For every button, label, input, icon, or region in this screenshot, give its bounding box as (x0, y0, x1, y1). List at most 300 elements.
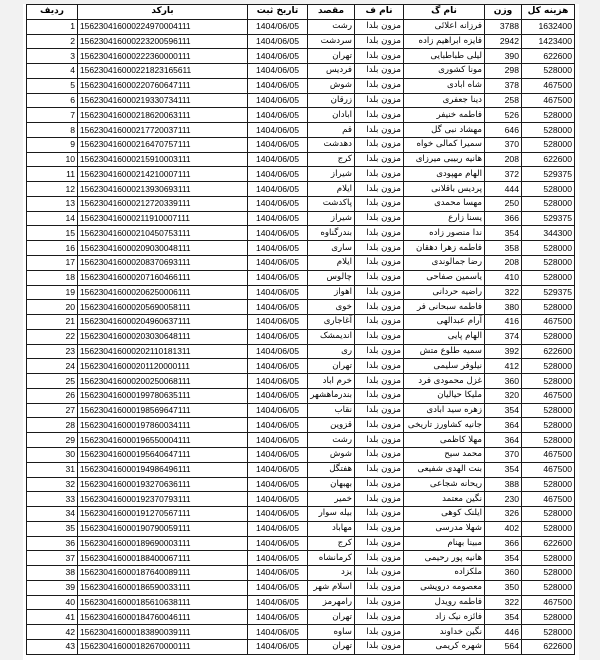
recipient-cell: رضا جمالوندی (404, 256, 485, 271)
recipient-cell: فرزانه اعلائی (404, 19, 485, 34)
row-number-cell: 16 (27, 241, 78, 256)
recipient-cell: پردیس باقلانی (404, 182, 485, 197)
destination-cell: فردیس (308, 64, 355, 79)
destination-cell: خرم اباد (308, 374, 355, 389)
recipient-cell: ایلنک کوهی (404, 507, 485, 522)
recipient-cell: مهشاد نبی گل (404, 123, 485, 138)
cost-cell: 467500 (522, 447, 575, 462)
destination-cell: پاکدشت (308, 196, 355, 211)
barcode-cell: 156230416000208370693111 (78, 256, 248, 271)
table-row (27, 344, 575, 359)
row-number-cell: 28 (27, 418, 78, 433)
table-row (27, 300, 575, 315)
sender-cell: مزون بلدا (355, 19, 404, 34)
barcode-cell: 156230416000201120000111 (78, 359, 248, 374)
cost-cell: 622600 (522, 49, 575, 64)
weight-cell: 526 (485, 108, 522, 123)
date-cell: 1404/06/05 (248, 610, 308, 625)
table-row (27, 123, 575, 138)
date-cell: 1404/06/05 (248, 315, 308, 330)
barcode-cell: 156230416000187640089111 (78, 566, 248, 581)
destination-cell: شوش (308, 78, 355, 93)
barcode-cell: 156230416000210450753111 (78, 226, 248, 241)
date-cell: 1404/06/05 (248, 374, 308, 389)
barcode-cell: 156230416000191270567111 (78, 507, 248, 522)
barcode-cell: 156230416000196550004111 (78, 433, 248, 448)
barcode-cell: 156230416000194986496111 (78, 462, 248, 477)
cost-cell: 528000 (522, 64, 575, 79)
barcode-cell: 156230416000183890039111 (78, 625, 248, 640)
barcode-cell: 156230416000200250068111 (78, 374, 248, 389)
destination-cell: بندرماهشهر (308, 388, 355, 403)
weight-cell: 364 (485, 433, 522, 448)
cost-cell: 528000 (522, 108, 575, 123)
sender-cell: مزون بلدا (355, 49, 404, 64)
sender-cell: مزون بلدا (355, 196, 404, 211)
row-number-cell: 24 (27, 359, 78, 374)
destination-cell: اندیمشک (308, 329, 355, 344)
destination-cell: بیله سوار (308, 507, 355, 522)
date-cell: 1404/06/05 (248, 108, 308, 123)
date-cell: 1404/06/05 (248, 462, 308, 477)
sender-cell: مزون بلدا (355, 300, 404, 315)
weight-cell: 350 (485, 580, 522, 595)
recipient-cell: مبینا بهنام (404, 536, 485, 551)
cost-cell: 528000 (522, 359, 575, 374)
recipient-cell: فایزه ابراهیم زاده (404, 34, 485, 49)
row-number-cell: 38 (27, 566, 78, 581)
barcode-cell: 156230416000198569647111 (78, 403, 248, 418)
table-row (27, 507, 575, 522)
barcode-cell: 156230416000223200596111 (78, 34, 248, 49)
barcode-cell: 156230416000182670000111 (78, 639, 248, 654)
date-cell: 1404/06/05 (248, 344, 308, 359)
sender-cell: مزون بلدا (355, 418, 404, 433)
row-number-cell: 7 (27, 108, 78, 123)
cost-cell: 467500 (522, 492, 575, 507)
destination-cell: قم (308, 123, 355, 138)
table-row (27, 64, 575, 79)
recipient-cell: آرام عبدالهی (404, 315, 485, 330)
sender-cell: مزون بلدا (355, 477, 404, 492)
recipient-cell: ملکزاده (404, 566, 485, 581)
table-row (27, 196, 575, 211)
date-cell: 1404/06/05 (248, 359, 308, 374)
barcode-cell: 156230416000220760647111 (78, 78, 248, 93)
table-row (27, 447, 575, 462)
row-number-cell: 22 (27, 329, 78, 344)
row-number-cell: 5 (27, 78, 78, 93)
recipient-cell: شهلا مدرسی (404, 521, 485, 536)
row-number-cell: 34 (27, 507, 78, 522)
row-number-cell: 29 (27, 433, 78, 448)
recipient-cell: نیلوفر سلیمی (404, 359, 485, 374)
sender-cell: مزون بلدا (355, 78, 404, 93)
barcode-cell: 156230416000214210007111 (78, 167, 248, 182)
recipient-cell: سمیه طلوع متش (404, 344, 485, 359)
cost-cell: 528000 (522, 566, 575, 581)
date-cell: 1404/06/05 (248, 34, 308, 49)
row-number-cell: 33 (27, 492, 78, 507)
barcode-cell: 156230416000186590033111 (78, 580, 248, 595)
row-number-cell: 10 (27, 152, 78, 167)
weight-cell: 2942 (485, 34, 522, 49)
cost-cell: 529375 (522, 167, 575, 182)
table-row (27, 551, 575, 566)
cost-cell: 528000 (522, 507, 575, 522)
cost-cell: 528000 (522, 403, 575, 418)
cost-cell: 1423400 (522, 34, 575, 49)
row-number-cell: 6 (27, 93, 78, 108)
barcode-cell: 156230416000212720339111 (78, 196, 248, 211)
barcode-cell: 156230416000195640647111 (78, 447, 248, 462)
cost-cell: 528000 (522, 477, 575, 492)
sender-cell: مزون بلدا (355, 374, 404, 389)
weight-cell: 208 (485, 256, 522, 271)
recipient-cell: راضیه حردانی (404, 285, 485, 300)
row-number-cell: 43 (27, 639, 78, 654)
cost-cell: 622600 (522, 152, 575, 167)
header-recipient: نام گ (404, 5, 485, 20)
cost-cell: 528000 (522, 521, 575, 536)
recipient-cell: ریحانه شجاعی (404, 477, 485, 492)
barcode-cell: 156230416000189690003111 (78, 536, 248, 551)
destination-cell: ایلام (308, 182, 355, 197)
barcode-cell: 156230416000221823165611 (78, 64, 248, 79)
header-date: تاریخ ثبت (248, 5, 308, 20)
sender-cell: مزون بلدا (355, 152, 404, 167)
date-cell: 1404/06/05 (248, 433, 308, 448)
table-row (27, 108, 575, 123)
date-cell: 1404/06/05 (248, 226, 308, 241)
destination-cell: شیراز (308, 211, 355, 226)
barcode-cell: 156230416000213930693111 (78, 182, 248, 197)
recipient-cell: لیلی طباطبایی (404, 49, 485, 64)
table-row (27, 137, 575, 152)
weight-cell: 354 (485, 462, 522, 477)
barcode-cell: 156230416000222360000111 (78, 49, 248, 64)
weight-cell: 322 (485, 285, 522, 300)
date-cell: 1404/06/05 (248, 152, 308, 167)
header-destination: مقصد (308, 5, 355, 20)
table-row (27, 536, 575, 551)
destination-cell: رامهرمز (308, 595, 355, 610)
weight-cell: 360 (485, 566, 522, 581)
destination-cell: تهران (308, 359, 355, 374)
cost-cell: 528000 (522, 241, 575, 256)
recipient-cell: مهسا محمدی (404, 196, 485, 211)
table-row (27, 315, 575, 330)
weight-cell: 390 (485, 49, 522, 64)
sender-cell: مزون بلدا (355, 536, 404, 551)
table-body (27, 19, 575, 654)
sender-cell: مزون بلدا (355, 462, 404, 477)
cost-cell: 528000 (522, 196, 575, 211)
sender-cell: مزون بلدا (355, 256, 404, 271)
weight-cell: 410 (485, 270, 522, 285)
date-cell: 1404/06/05 (248, 78, 308, 93)
weight-cell: 208 (485, 152, 522, 167)
table-row (27, 388, 575, 403)
row-number-cell: 13 (27, 196, 78, 211)
destination-cell: تهران (308, 49, 355, 64)
row-number-cell: 40 (27, 595, 78, 610)
cost-cell: 529375 (522, 285, 575, 300)
table-row (27, 492, 575, 507)
cost-cell: 528000 (522, 433, 575, 448)
sender-cell: مزون بلدا (355, 137, 404, 152)
weight-cell: 354 (485, 610, 522, 625)
cost-cell: 467500 (522, 315, 575, 330)
barcode-cell: 156230416000209030048111 (78, 241, 248, 256)
destination-cell: سردشت (308, 34, 355, 49)
table-row (27, 285, 575, 300)
sender-cell: مزون بلدا (355, 285, 404, 300)
table-row (27, 639, 575, 654)
recipient-cell: زهره سید ابادی (404, 403, 485, 418)
date-cell: 1404/06/05 (248, 551, 308, 566)
row-number-cell: 4 (27, 64, 78, 79)
sender-cell: مزون بلدا (355, 108, 404, 123)
weight-cell: 298 (485, 64, 522, 79)
date-cell: 1404/06/05 (248, 93, 308, 108)
weight-cell: 374 (485, 329, 522, 344)
weight-cell: 378 (485, 78, 522, 93)
barcode-cell: 156230416000202110181311 (78, 344, 248, 359)
table-row (27, 182, 575, 197)
destination-cell: چالوس (308, 270, 355, 285)
date-cell: 1404/06/05 (248, 270, 308, 285)
sender-cell: مزون بلدا (355, 625, 404, 640)
recipient-cell: دینا جعفری (404, 93, 485, 108)
destination-cell: خوی (308, 300, 355, 315)
row-number-cell: 20 (27, 300, 78, 315)
header-sender: نام ف (355, 5, 404, 20)
recipient-cell: هانیه ربیبی میرزای (404, 152, 485, 167)
row-number-cell: 37 (27, 551, 78, 566)
weight-cell: 388 (485, 477, 522, 492)
table-row (27, 403, 575, 418)
table-row (27, 152, 575, 167)
destination-cell: خمیر (308, 492, 355, 507)
sender-cell: مزون بلدا (355, 211, 404, 226)
weight-cell: 364 (485, 418, 522, 433)
row-number-cell: 42 (27, 625, 78, 640)
row-number-cell: 3 (27, 49, 78, 64)
barcode-cell: 156230416000207160466111 (78, 270, 248, 285)
sender-cell: مزون بلدا (355, 388, 404, 403)
sender-cell: مزون بلدا (355, 403, 404, 418)
barcode-cell: 156230416000199780635111 (78, 388, 248, 403)
destination-cell: کرج (308, 536, 355, 551)
weight-cell: 646 (485, 123, 522, 138)
row-number-cell: 17 (27, 256, 78, 271)
table-row (27, 211, 575, 226)
recipient-cell: یاسمین صفاحی (404, 270, 485, 285)
destination-cell: ایلام (308, 256, 355, 271)
table-row (27, 270, 575, 285)
weight-cell: 354 (485, 403, 522, 418)
cost-cell: 1632400 (522, 19, 575, 34)
weight-cell: 380 (485, 300, 522, 315)
date-cell: 1404/06/05 (248, 196, 308, 211)
cost-cell: 467500 (522, 388, 575, 403)
weight-cell: 326 (485, 507, 522, 522)
row-number-cell: 15 (27, 226, 78, 241)
row-number-cell: 8 (27, 123, 78, 138)
weight-cell: 366 (485, 536, 522, 551)
weight-cell: 370 (485, 447, 522, 462)
cost-cell: 622600 (522, 639, 575, 654)
date-cell: 1404/06/05 (248, 477, 308, 492)
sender-cell: مزون بلدا (355, 270, 404, 285)
recipient-cell: مونا کشوری (404, 64, 485, 79)
date-cell: 1404/06/05 (248, 182, 308, 197)
barcode-cell: 156230416000188400067111 (78, 551, 248, 566)
table-row (27, 19, 575, 34)
row-number-cell: 14 (27, 211, 78, 226)
sender-cell: مزون بلدا (355, 123, 404, 138)
destination-cell: شوش (308, 447, 355, 462)
destination-cell: مهاباد (308, 521, 355, 536)
sender-cell: مزون بلدا (355, 315, 404, 330)
row-number-cell: 2 (27, 34, 78, 49)
weight-cell: 402 (485, 521, 522, 536)
destination-cell: دهدشت (308, 137, 355, 152)
weight-cell: 358 (485, 241, 522, 256)
table-row (27, 359, 575, 374)
row-number-cell: 30 (27, 447, 78, 462)
date-cell: 1404/06/05 (248, 256, 308, 271)
recipient-cell: بنت الهدی شفیعی (404, 462, 485, 477)
recipient-cell: غزل محمودی فرد (404, 374, 485, 389)
recipient-cell: شهره کریمی (404, 639, 485, 654)
date-cell: 1404/06/05 (248, 639, 308, 654)
recipient-cell: سمیرا کمالی خواه (404, 137, 485, 152)
cost-cell: 528000 (522, 610, 575, 625)
cost-cell: 528000 (522, 300, 575, 315)
weight-cell: 392 (485, 344, 522, 359)
row-number-cell: 23 (27, 344, 78, 359)
cost-cell: 528000 (522, 137, 575, 152)
recipient-cell: فائزه نیک زاد (404, 610, 485, 625)
cost-cell: 528000 (522, 580, 575, 595)
barcode-cell: 156230416000185610638111 (78, 595, 248, 610)
recipient-cell: فاطمه سبحانی فر (404, 300, 485, 315)
row-number-cell: 12 (27, 182, 78, 197)
weight-cell: 360 (485, 374, 522, 389)
weight-cell: 250 (485, 196, 522, 211)
weight-cell: 370 (485, 137, 522, 152)
row-number-cell: 31 (27, 462, 78, 477)
date-cell: 1404/06/05 (248, 403, 308, 418)
destination-cell: رشت (308, 19, 355, 34)
row-number-cell: 35 (27, 521, 78, 536)
destination-cell: کرج (308, 152, 355, 167)
destination-cell: اهواز (308, 285, 355, 300)
recipient-cell: ملیکا حیالیان (404, 388, 485, 403)
cost-cell: 467500 (522, 595, 575, 610)
date-cell: 1404/06/05 (248, 580, 308, 595)
weight-cell: 320 (485, 388, 522, 403)
recipient-cell: محمد سیح (404, 447, 485, 462)
sender-cell: مزون بلدا (355, 93, 404, 108)
cost-cell: 467500 (522, 462, 575, 477)
table-row (27, 418, 575, 433)
sender-cell: مزون بلدا (355, 433, 404, 448)
sender-cell: مزون بلدا (355, 580, 404, 595)
destination-cell: آغاجاری (308, 315, 355, 330)
sender-cell: مزون بلدا (355, 610, 404, 625)
date-cell: 1404/06/05 (248, 521, 308, 536)
cost-cell: 344300 (522, 226, 575, 241)
date-cell: 1404/06/05 (248, 536, 308, 551)
weight-cell: 354 (485, 226, 522, 241)
barcode-cell: 156230416000205690058111 (78, 300, 248, 315)
recipient-cell: نگین معتمد (404, 492, 485, 507)
weight-cell: 322 (485, 595, 522, 610)
table-row (27, 462, 575, 477)
sender-cell: مزون بلدا (355, 182, 404, 197)
document-page (23, 4, 579, 660)
sender-cell: مزون بلدا (355, 344, 404, 359)
recipient-cell: فاطمه رویدل (404, 595, 485, 610)
row-number-cell: 9 (27, 137, 78, 152)
destination-cell: کرمانشاه (308, 551, 355, 566)
sender-cell: مزون بلدا (355, 566, 404, 581)
row-number-cell: 39 (27, 580, 78, 595)
table-row (27, 34, 575, 49)
date-cell: 1404/06/05 (248, 566, 308, 581)
table-row (27, 167, 575, 182)
sender-cell: مزون بلدا (355, 167, 404, 182)
barcode-cell: 156230416000203030648111 (78, 329, 248, 344)
cost-cell: 528000 (522, 418, 575, 433)
date-cell: 1404/06/05 (248, 507, 308, 522)
destination-cell: شیراز (308, 167, 355, 182)
shipment-table (26, 4, 575, 655)
table-row (27, 374, 575, 389)
barcode-cell: 156230416000192370793111 (78, 492, 248, 507)
cost-cell: 622600 (522, 344, 575, 359)
destination-cell: اسلام شهر (308, 580, 355, 595)
recipient-cell: یسنا زارع (404, 211, 485, 226)
row-number-cell: 1 (27, 19, 78, 34)
recipient-cell: معصومه درویشی (404, 580, 485, 595)
destination-cell: نقاب (308, 403, 355, 418)
date-cell: 1404/06/05 (248, 447, 308, 462)
row-number-cell: 27 (27, 403, 78, 418)
header-weight: وزن (485, 5, 522, 20)
table-row (27, 477, 575, 492)
sender-cell: مزون بلدا (355, 34, 404, 49)
table-row (27, 329, 575, 344)
cost-cell: 528000 (522, 374, 575, 389)
table-row (27, 78, 575, 93)
barcode-cell: 156230416000184760046111 (78, 610, 248, 625)
destination-cell: تهران (308, 639, 355, 654)
barcode-cell: 156230416000206250006111 (78, 285, 248, 300)
destination-cell: ری (308, 344, 355, 359)
sender-cell: مزون بلدا (355, 226, 404, 241)
destination-cell: یزد (308, 566, 355, 581)
date-cell: 1404/06/05 (248, 19, 308, 34)
header-cost: هزینه کل (522, 5, 575, 20)
weight-cell: 230 (485, 492, 522, 507)
header-barcode: بارکد (78, 5, 248, 20)
cost-cell: 528000 (522, 625, 575, 640)
header-row-number: ردیف (27, 5, 78, 20)
